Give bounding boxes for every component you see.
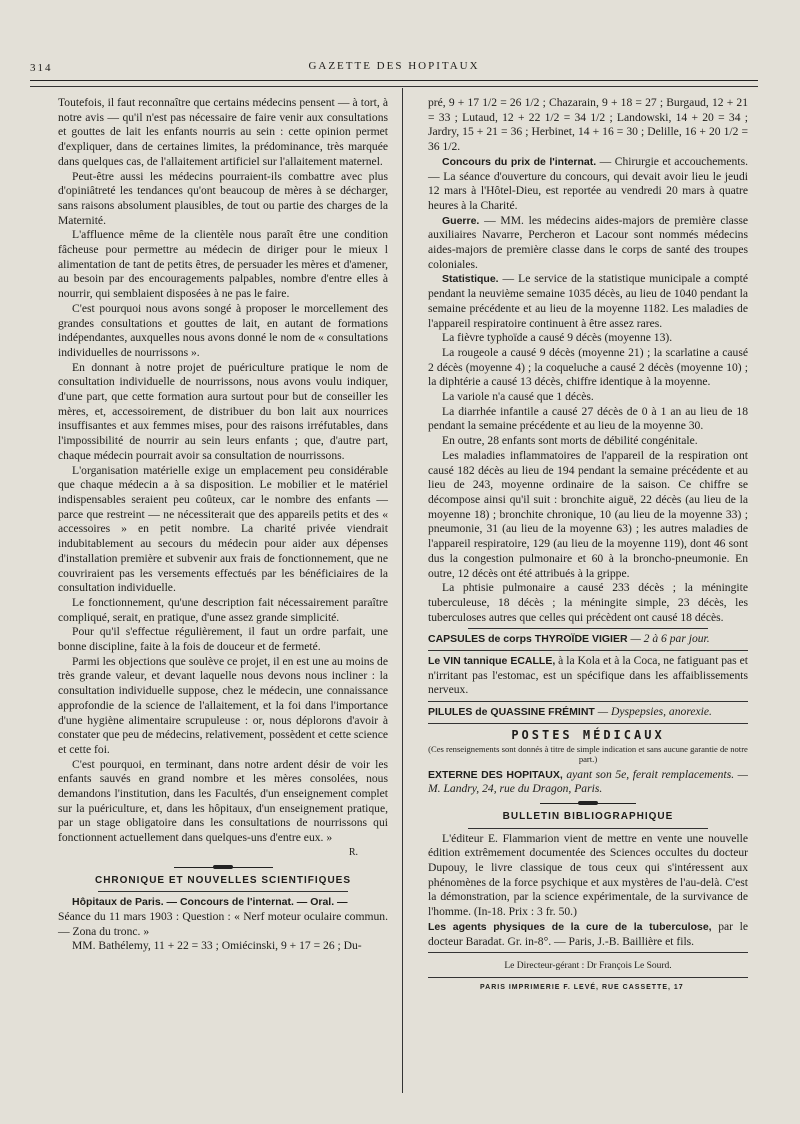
article-paragraph: L'organisation matérielle exige un emplacement peu considérable que chaque médecin a à sa disposition. Le mobilier et le matériel indispensables seraient peu coûteux, car le nombre des enfants — parce que restreint — ne nécessiterait que des appareils petits et des « accessoires » en petit nombre. La charité privée viendrait indubitablement au secours du médecin pour aider aux dépenses d'installation première et subvenir aux frais de fonctionnement, que ne couvriraient pas les versements effectués par les bénéficiaires de la consultation individuelle. — [58, 463, 388, 595]
news-item-hopitaux — [58, 895, 388, 910]
column-divider — [402, 88, 403, 1093]
externe-head: EXTERNE DES HOPITAUX, — [428, 768, 563, 781]
section-rule — [468, 828, 708, 829]
ad-pilules-head: PILULES de QUASSINE FRÉMINT — [428, 706, 595, 719]
section-rule — [98, 891, 348, 892]
directeur-gerant: Le Directeur-gérant : Dr François Le Sourd. — [504, 961, 672, 972]
guerre-text: — MM. les médecins aides-majors de première classe auxiliaires Navarre, Percheron et Lacour sont nommés médecins aides-majors de première classe dans le corps de santé des troupes coloniales. — [428, 213, 748, 271]
biblio-paragraph-2 — [428, 920, 748, 949]
statistique-heading: Statistique. — [442, 273, 499, 286]
ad-pilules — [428, 705, 748, 720]
biblio-paragraph: L'éditeur E. Flammarion vient de mettre en vente une nouvelle édition extrêmement documentée des Sciences occultes du docteur Dupouy, le livre classique de tous ceux qui s'intéressent aux phénomènes de la force psychique et aux mystères de l'au-delà. C'est la démonstration, par la science expérimentale, de la survivance de l'homme. (In-18. Prix : 3 fr. 50.) — [428, 831, 748, 919]
ad-pilules-tail: — Dyspepsies, anorexie. — [594, 705, 712, 719]
right-column — [428, 96, 748, 996]
ad-capsules-head: CAPSULES de corps THYROÏDE VIGIER — [428, 633, 628, 646]
article-paragraph: Pour qu'il s'effectue régulièrement, il faut un ordre parfait, une bonne discipline, faite à la fois de douceur et de fermeté. — [58, 625, 388, 654]
chronique-title: CHRONIQUE ET NOUVELLES SCIENTIFIQUES — [94, 874, 352, 886]
stat-paragraph: La rougeole a causé 9 décès (moyenne 21) ; la scarlatine a causé 2 décès (moyenne 4) ; la coqueluche a causé 2 décès (moyenne 10) ; la diphtérie a causé 13 décès, chiffre identique à la moyenne. — [428, 345, 748, 389]
results-continued: pré, 9 + 17 1/2 = 26 1/2 ; Chazarain, 9 + 18 = 27 ; Burgaud, 12 + 21 = 33 ; Lutaud, 12 + 22 1/2 = 34 1/2 ; Landowski, 14 + 20 = 34 ; Jardry, 15 + 21 = 36 ; Herbinet, 14 + 16 = 30 ; Delille, 16 + 20 1/2 = 36 1/2. — [428, 96, 748, 154]
page-header — [30, 60, 758, 76]
stat-paragraph: En outre, 28 enfants sont morts de débilité congénitale. — [442, 434, 698, 448]
hopitaux-heading: Hôpitaux de Paris. — Concours de l'internat. — Oral. — — [72, 896, 348, 909]
biblio2-tail: par le docteur Baradat. Gr. in-8°. — Paris, J.-B. Baillière et fils. — [428, 919, 748, 948]
section-rule — [468, 628, 708, 629]
postes-note: (Ces renseignements sont donnés à titre de simple indication et sans aucune garantie de notre part.) — [428, 743, 748, 764]
stat-paragraph: La fièvre typhoïde a causé 9 décès (moyenne 13). — [442, 331, 673, 345]
ad-rule — [428, 701, 748, 702]
article-paragraph: C'est pourquoi nous avons songé à proposer le morcellement des grandes consultations et gouttes de lait, en autant de formations indépendantes, auxquelles nous avons donné le nom de « consultations individuelles de nourrissons ». — [58, 301, 388, 359]
footer-rule — [428, 952, 748, 953]
statistique-text: — Le service de la statistique municipale a compté pendant la neuvième semaine 1035 décès, au lieu de 1040 pendant la semaine précédente et au lieu de la moyenne 1182. Les maladies de l'appareil respiratoire continuent à être assez rares. — [428, 272, 748, 330]
header-rule-thin — [30, 86, 758, 87]
ad-rule — [428, 650, 748, 651]
ad-capsules — [428, 632, 748, 647]
hopitaux-text: Séance du 11 mars 1903 : Question : « Nerf moteur oculaire commun. — Zona du tronc. » — [58, 909, 388, 938]
article-paragraph: Peut-être aussi les médecins pourraient-ils combattre avec plus d'opiniâtreté les tendances qu'ont beaucoup de mères à se décharger, sans raisons absolument plausibles, de tout ou partie des charges de la Maternité. — [58, 169, 388, 227]
article-paragraph: Parmi les objections que soulève ce projet, il en est une au moins de très grande valeur, et devant laquelle nous devons nous incliner : la consultation individuelle suppose, chez le médecin, une connaissance approfondie de la science de l'allaitement, et la foi dans l'importance d'une hygiène alimentaire scrupuleuse : or, nous déplorons d'avoir à constater que peu de médecins, relativement, possèdent et cette science et cette foi. — [58, 654, 388, 756]
header-rule-thick — [30, 80, 758, 81]
bulletin-title: BULLETIN BIBLIOGRAPHIQUE — [502, 810, 674, 822]
printer-line: PARIS IMPRIMERIE F. LEVÉ, RUE CASSETTE, 17 — [480, 983, 684, 991]
biblio2-head: Les agents physiques de la cure de la tuberculose, — [428, 920, 712, 933]
guerre-heading: Guerre. — [442, 214, 480, 227]
ornament-divider — [58, 863, 388, 872]
news-item-guerre — [428, 214, 748, 273]
results-text: MM. Bathélemy, 11 + 22 = 33 ; Omiécinski, 9 + 17 = 26 ; Du- — [72, 939, 362, 953]
externe-tail: ayant son 5e, ferait remplacements. — M. Landry, 24, rue du Dragon, Paris. — [428, 767, 748, 796]
stat-paragraph: La diarrhée infantile a causé 27 décès de 0 à 1 an au lieu de 18 pendant la semaine précédente et au lieu de la moyenne 30. — [428, 404, 748, 433]
footer-rule — [428, 977, 748, 978]
page-number: 314 — [30, 62, 53, 74]
stat-paragraph: La phtisie pulmonaire a causé 233 décès ; la méningite tuberculeuse, 18 décès ; la méningite simple, 23 décès, les tuberculoses autres que celles qui précèdent ont causé 18 décès. — [428, 581, 748, 624]
article-paragraph: Toutefois, il faut reconnaître que certains médecins pensent — à tort, à notre avis — qu'il n'est pas nécessaire de faire venir aux consultations et gouttes de lait les enfants nourris au sein : cette opinion permet d'expliquer, dans de certaines limites, la prédominance, très marquée dans quelques cas, de l'allaitement artificiel sur l'allaitement maternel. — [58, 96, 388, 168]
ad-vin-head: Le VIN tannique ECALLE, — [428, 655, 556, 668]
left-column — [58, 96, 388, 954]
article-paragraph: Le fonctionnement, qu'une description fait nécessairement paraître compliqué, serait, en pratique, d'une assez grande simplicité. — [58, 595, 388, 624]
ad-vin — [428, 654, 748, 698]
article-paragraph: L'affluence même de la clientèle nous paraît être une condition fâcheuse pour permettre au médecin de diriger pour le mieux l alimentation de tant de petits êtres, de persuader les mères et d'amener, au besoin par des encouragements palpables, nombre d'entre elles à nourrir, qui semblaient disposées à ne pas le faire. — [58, 228, 388, 301]
journal-title: GAZETTE DES HOPITAUX — [308, 60, 480, 72]
externe-notice — [428, 768, 748, 797]
author-signature: R. — [348, 846, 358, 858]
article-paragraph: En donnant à notre projet de puériculture pratique le nom de consultation individuelle de nourrissons, nous avons voulu indiquer, d'une part, que cette formation aura surtout pour but de conseiller les mères, et, accessoirement, de distribuer du bon lait aux nourrices insuffisantes et aux femmes mises, pour des raisons irréfutables, dans l'impossibilité de nourrir au sein leurs enfants ; que, d'autre part, chaque médecin pourrait avoir sa consultation de nourrissons. — [58, 360, 388, 462]
article-paragraph: C'est pourquoi, en terminant, dans notre ardent désir de voir les enfants sauvés en grand nombre et les mères consolées, nous demandons l'institution, dans les Facultés, d'un enseignement complet sur la puériculture, et, dans les hôpitaux, d'un enseignement pratique, par un stage obligatoire dans les consultations de nourrissons qui fonctionnent actuellement dans quelques-uns d'entre eux. » — [58, 757, 388, 845]
stat-paragraph: La variole n'a causé que 1 décès. — [442, 390, 594, 404]
concours-heading: Concours du prix de l'internat. — [442, 155, 597, 168]
ad-vin-tail: à la Kola et à la Coca, ne fatiguant pas et n'irritant pas l'estomac, est un spécifique dans les affaiblissements nerveux. — [428, 654, 748, 697]
ad-rule — [428, 723, 748, 724]
ad-capsules-tail: — 2 à 6 par jour. — [627, 632, 710, 646]
postes-title: POSTES MÉDICAUX — [511, 727, 665, 742]
news-item-statistique — [428, 272, 748, 331]
news-item-concours — [428, 155, 748, 214]
stat-paragraph: Les maladies inflammatoires de l'appareil de la respiration ont causé 182 décès au lieu de 194 pendant la semaine précédente et au lieu de 243, moyenne ordinaire de la saison. Ce chiffre se décompose ainsi qu'il suit : bronchite aiguë, 22 décès (au lieu de la moyenne 18) ; bronchite chronique, 10 (au lieu de la moyenne 33) ; pneumonie, 31 (au lieu de la moyenne 63) ; les autres maladies de l'appareil respiratoire, 129 (au lieu de la moyenne 119), dont 46 sont dus la congestion pulmonaire et 60 à la broncho-pneumonie. En outre, 12 décès ont été attribués à la grippe. — [428, 448, 748, 580]
ornament-divider — [428, 799, 748, 808]
concours-text: — Chirurgie et accouchements. — La séance d'ouverture du concours, qui devait avoir lieu le jeudi 12 mars à l'Hôtel-Dieu, est reportée au vendredi 20 mars à quatre heures à la Charité. — [428, 154, 748, 212]
